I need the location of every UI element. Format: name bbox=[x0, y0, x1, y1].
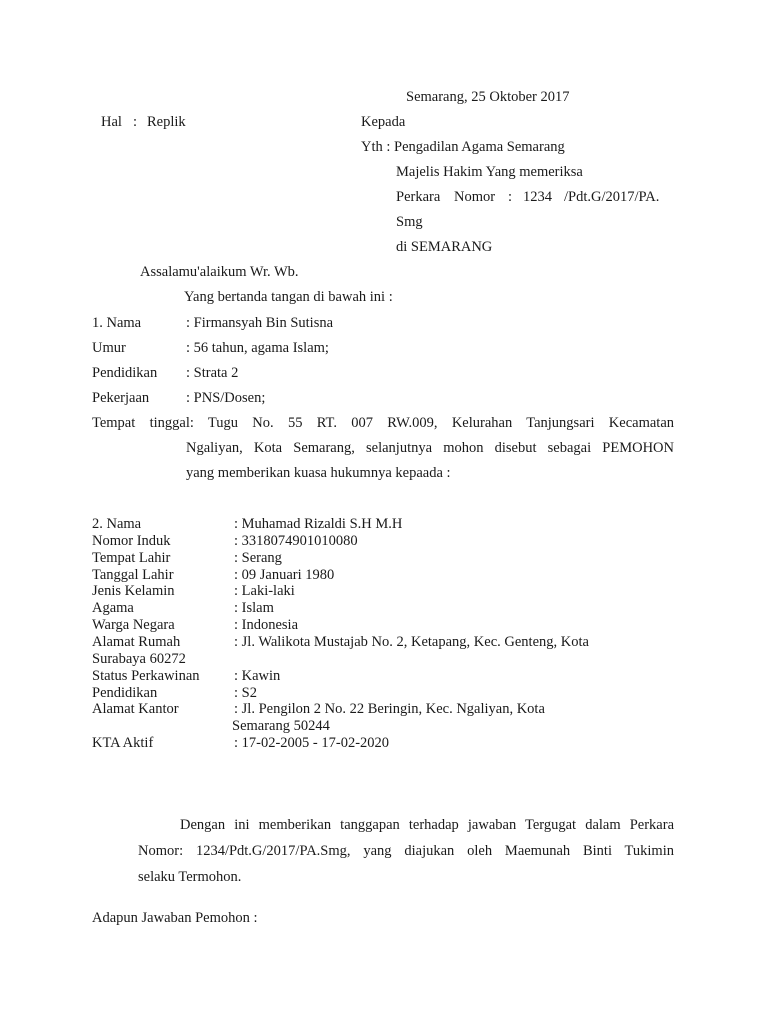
greeting: Assalamu'alaikum Wr. Wb. bbox=[140, 264, 299, 280]
subject-colon: : bbox=[133, 114, 138, 130]
applicant-education-label: Pendidikan bbox=[92, 365, 158, 381]
applicant-job-label: Pekerjaan bbox=[92, 390, 150, 406]
body-line1: Dengan ini memberikan tanggapan terhadap jawaban Tergugat dalam Perkara bbox=[180, 817, 674, 833]
applicant-job-value: : PNS/Dosen; bbox=[186, 390, 266, 406]
attorney-office-cont: Semarang 50244 bbox=[232, 718, 330, 734]
attorney-citizenship-label: Warga Negara bbox=[92, 617, 175, 633]
attorney-birthdate-label: Tanggal Lahir bbox=[92, 567, 174, 583]
attorney-citizenship-value: : Indonesia bbox=[234, 617, 299, 633]
applicant-name-value: : Firmansyah Bin Sutisna bbox=[186, 315, 334, 331]
attorney-id-value: : 3318074901010080 bbox=[234, 533, 358, 549]
case-number-label: Nomor bbox=[454, 189, 496, 205]
recipient-court: Yth : Pengadilan Agama Semarang bbox=[361, 139, 565, 155]
attorney-id-label: Nomor Induk bbox=[92, 533, 171, 549]
case-number-colon: : bbox=[508, 189, 513, 205]
attorney-home-cont: Surabaya 60272 bbox=[92, 651, 186, 667]
attorney-office-value: : Jl. Pengilon 2 No. 22 Beringin, Kec. Ngaliyan, Kota bbox=[234, 701, 545, 717]
subject-value: Replik bbox=[147, 114, 186, 130]
attorney-home-value: : Jl. Walikota Mustajab No. 2, Ketapang, Kec. Genteng, Kota bbox=[234, 634, 589, 650]
attorney-religion-label: Agama bbox=[92, 600, 134, 616]
attorney-birthdate-value: : 09 Januari 1980 bbox=[234, 567, 335, 583]
recipient-panel: Majelis Hakim Yang memeriksa bbox=[396, 164, 583, 180]
attorney-education-value: : S2 bbox=[234, 685, 257, 701]
applicant-age-value: : 56 tahun, agama Islam; bbox=[186, 340, 329, 356]
closing-heading: Adapun Jawaban Pemohon : bbox=[92, 910, 258, 926]
body-line2: Nomor: 1234/Pdt.G/2017/PA.Smg, yang diajukan oleh Maemunah Binti Tukimin bbox=[138, 843, 674, 859]
attorney-gender-label: Jenis Kelamin bbox=[92, 583, 175, 599]
attorney-gender-value: : Laki-laki bbox=[234, 583, 295, 599]
case-code-cont: Smg bbox=[396, 214, 423, 230]
case-label: Perkara bbox=[396, 189, 441, 205]
applicant-address-line1: Tempat tinggal: Tugu No. 55 RT. 007 RW.009, Kelurahan Tanjungsari Kecamatan bbox=[92, 415, 674, 431]
applicant-age-label: Umur bbox=[92, 340, 126, 356]
attorney-education-label: Pendidikan bbox=[92, 685, 158, 701]
intro-text: Yang bertanda tangan di bawah ini : bbox=[184, 289, 393, 305]
applicant-education-value: : Strata 2 bbox=[186, 365, 239, 381]
attorney-name-label: 2. Nama bbox=[92, 516, 142, 532]
attorney-marital-label: Status Perkawinan bbox=[92, 668, 200, 684]
applicant-address-line3: yang memberikan kuasa hukumnya kepaada : bbox=[186, 465, 451, 481]
subject-label: Hal bbox=[101, 114, 122, 130]
attorney-birthplace-value: : Serang bbox=[234, 550, 282, 566]
attorney-marital-value: : Kawin bbox=[234, 668, 281, 684]
applicant-address-line2: Ngaliyan, Kota Semarang, selanjutnya mohon disebut sebagai PEMOHON bbox=[186, 440, 674, 456]
attorney-kta-value: : 17-02-2005 - 17-02-2020 bbox=[234, 735, 390, 751]
case-number: 1234 bbox=[523, 189, 552, 205]
attorney-office-label: Alamat Kantor bbox=[92, 701, 179, 717]
attorney-birthplace-label: Tempat Lahir bbox=[92, 550, 171, 566]
attorney-kta-label: KTA Aktif bbox=[92, 735, 154, 751]
attorney-religion-value: : Islam bbox=[234, 600, 274, 616]
applicant-name-label: 1. Nama bbox=[92, 315, 142, 331]
case-code: /Pdt.G/2017/PA. bbox=[564, 189, 660, 205]
letter-date: Semarang, 25 Oktober 2017 bbox=[406, 89, 570, 105]
body-line3: selaku Termohon. bbox=[138, 869, 242, 885]
recipient-heading: Kepada bbox=[361, 114, 406, 130]
attorney-name-value: : Muhamad Rizaldi S.H M.H bbox=[234, 516, 403, 532]
attorney-home-label: Alamat Rumah bbox=[92, 634, 181, 650]
recipient-city: di SEMARANG bbox=[396, 239, 493, 255]
